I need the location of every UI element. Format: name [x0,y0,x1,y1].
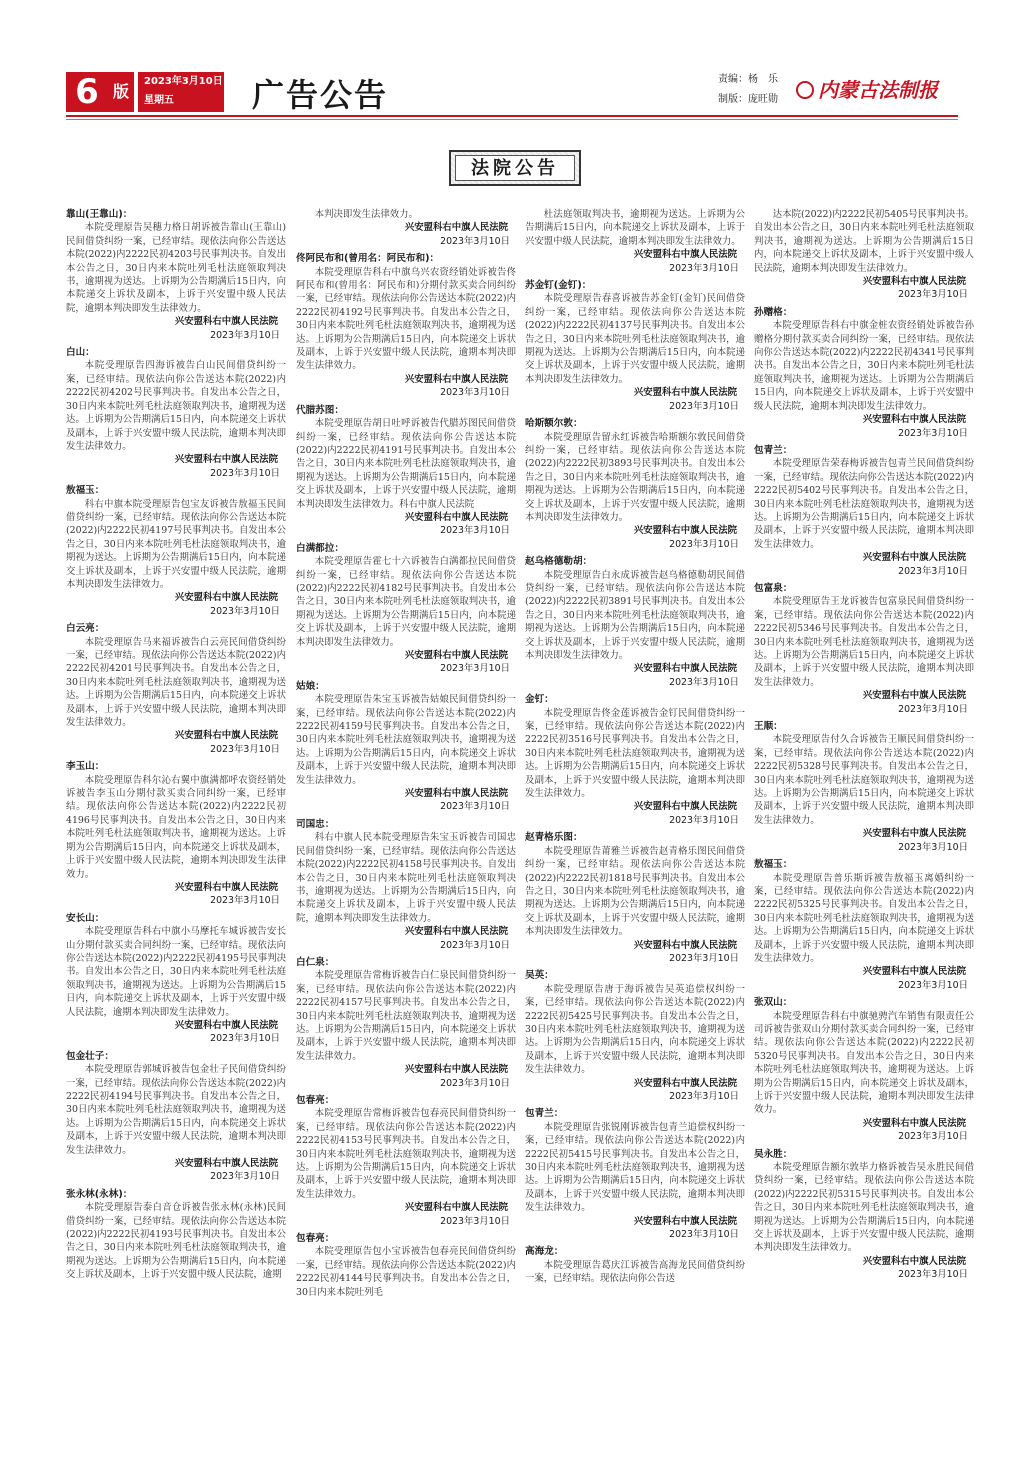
notice-title: 赵乌格德勒胡： [525,556,593,568]
producer-name: 制版：庞旺勋 [718,94,778,105]
section-title: 广告公告 [252,76,389,114]
notice-body: 本院受理原告普乐斯诉被告敖福玉离婚纠纷一案，已经审结。现依法向你公告送达本院(2022)内2222民初5325号民事判决书。自发出本公告之日，30日内来本院吐列毛杜法庭领取判决书，逾期视为送达。上诉期为公告期满后15日内，向本院递交上诉状及副本，上诉于兴安盟中级人民法院，逾期本判决即发生法律效力。 [754,872,974,964]
court-notice [66,208,286,342]
notice-title: 佟阿民布和(曾用名：阿民布和)： [296,253,440,265]
column-3 [525,208,745,1423]
notice-court: 兴安盟科右中旗人民法院 [174,1158,278,1170]
notice-title: 包富泉： [754,582,793,594]
notice-date: 2023年3月10日 [898,1269,968,1281]
notice-body: 本院受理原告朱宝玉诉被告姑娘民间借贷纠纷一案，已经审结。现依法向你公告送达本院(2022)内2222民初4159号民事判决书。自发出本公告之日，30日内来本院吐列毛杜法庭领取判决书，逾期视为送达。上诉期为公告期满后15日内，向本院递交上诉状及副本，上诉于兴安盟中级人民法院，逾期本判决即发生法律效力。 [296,694,516,786]
notice-date: 2023年3月10日 [210,895,280,907]
notice-date: 2023年3月10日 [898,703,968,715]
court-notice [525,555,745,689]
notice-court: 兴安盟科右中旗人民法院 [862,828,966,840]
notice-title: 姑娘： [296,680,325,692]
notice-court: 兴安盟科右中旗人民法院 [633,939,737,951]
court-notice [525,969,745,1103]
notice-court: 兴安盟科右中旗人民法院 [862,1117,966,1129]
notice-title: 敖福玉： [754,859,793,871]
notice-court: 兴安盟科右中旗人民法院 [404,373,508,385]
notice-title: 哈斯额尔敦： [525,418,583,430]
notice-body: 本院受理原告泰白音仓诉被告张永林(永林)民间借贷纠纷一案，已经审结。现依法向你公告送达本院(2022)内2222民初4193号民事判决书。自发出本公告之日，30日内来本院吐列毛杜法庭领取判决书，逾期视为送达。上诉期为公告期满后15日内，向本院递交上诉状及副本，上诉于兴安盟中级人民法院，逾期 [66,1202,286,1281]
court-notice [754,582,974,716]
notice-body: 科右中旗人民本院受理原告朱宝玉诉被告司国忠民间借贷纠纷一案，已经审结。现依法向你公告送达本院(2022)内2222民初4158号民事判决书。自发出本公告之日，30日内来本院吐列毛杜法庭领取判决书，逾期视为送达。上诉期为公告期满后15日内，向本院递交上诉状及副本，上诉于兴安盟中级人民法院，逾期本判决即发生法律效力。 [296,832,516,924]
notice-body: 达本院(2022)内2222民初5405号民事判决书。自发出本公告之日，30日内来本院吐列毛杜法庭领取判决书，逾期视为送达。上诉期为公告期满后15日内，向本院递交上诉状及副本，上诉于兴安盟中级人民法院，逾期本判决即发生法律效力。 [754,209,974,274]
notice-body: 杜法庭领取判决书，逾期视为送达。上诉期为公告期满后15日内，向本院递交上诉状及副本，上诉于兴安盟中级人民法院，逾期本判决即发生法律效力。 [525,209,745,247]
notice-title: 包金壮子： [66,1050,114,1062]
notice-body: 本院受理原告郭城诉被告包金壮子民间借贷纠纷一案，已经审结。现依法向你公告送达本院(2022)内2222民初4194号民事判决书。自发出本公告之日，30日内来本院吐列毛杜法庭领取判决书，逾期视为送达。上诉期为公告期满后15日内，向本院递交上诉状及副本，上诉于兴安盟中级人民法院，逾期本判决即发生法律效力。 [66,1064,286,1156]
notice-court: 兴安盟科右中旗人民法院 [862,552,966,564]
notice-body: 本院受理原告白永成诉被告赵乌格德勒胡民间借贷纠纷一案，已经审结。现依法向你公告送达本院(2022)内2222民初3891号民事判决书。自发出本公告之日，30日内来本院吐列毛杜法庭领取判决书，逾期视为送达。上诉期为公告期满后15日内，向本院递交上诉状及副本，上诉于兴安盟中级人民法院，逾期本判决即发生法律效力。 [525,569,745,661]
notice-body: 本院受理原告吴穗力格日胡诉被告靠山(王靠山)民间借贷纠纷一案，已经审结。现依法向你公告送达本院(2022)内2222民初4203号民事判决书。自发出本公告之日，30日内来本院吐列毛杜法庭领取判决书，逾期视为送达。上诉期为公告期满后15日内，向本院递交上诉状及副本，上诉于兴安盟中级人民法院，逾期本判决即发生法律效力。 [66,222,286,314]
notice-date: 2023年3月10日 [440,1077,510,1089]
notice-body: 本院受理原告马来福诉被告白云亮民间借贷纠纷一案，已经审结。现依法向你公告送达本院(2022)内2222民初4201号民事判决书。自发出本公告之日，30日内来本院吐列毛杜法庭领取判决书，逾期视为送达。上诉期为公告期满后15日内，向本院递交上诉状及副本，上诉于兴安盟中级人民法院，逾期本判决即发生法律效力。 [66,636,286,729]
court-notice [296,956,516,1090]
notice-date: 2023年3月10日 [898,1131,968,1143]
notice-body: 本院受理原告科右中旗金桩农资经销处诉被告孙赠格分期付款买卖合同纠纷一案，已经审结。现依法向你公告送达本院(2022)内2222民初4341号民事判决书。自发出本公告之日，30日内来本院吐列毛杜法庭领取判决书，逾期视为送达。上诉期为公告期满后15日内，向本院递交上诉状及副本，上诉于兴安盟中级人民法院，逾期本判决即发生法律效力。 [754,320,974,412]
notice-court: 兴安盟科右中旗人民法院 [404,511,508,523]
court-notice [296,252,516,399]
notice-court: 兴安盟科右中旗人民法院 [633,1077,737,1089]
notice-court: 兴安盟科右中旗人民法院 [862,414,966,426]
notice-date: 2023年3月10日 [440,1215,510,1227]
notice-court: 兴安盟科右中旗人民法院 [633,801,737,813]
court-notice [296,208,516,248]
column-4 [754,208,974,1423]
notice-date: 2023年3月10日 [669,814,739,826]
notice-title: 包春亮： [296,1095,335,1106]
notice-body: 本院受理原告唐于海诉被告吴英追偿权纠纷一案，已经审结。现依法向你公告送达本院(2022)内2222民初5425号民事判决书。自发出本公告之日，30日内来本院吐列毛杜法庭领取判决书，逾期视为送达。上诉期为公告期满后15日内，向本院递交上诉状及副本，上诉于兴安盟中级人民法院，逾期本判决即发生法律效力。 [525,983,745,1076]
masthead-rule-thin [66,119,958,120]
notice-court: 兴安盟科右中旗人民法院 [404,926,508,938]
issue-date: 2023年3月10日 [144,76,223,87]
notice-body: 本院受理原告张锐刚诉被告包青兰追偿权纠纷一案，已经审结。现依法向你公告送达本院(2022)内2222民初5415号民事判决书。自发出本公告之日，30日内来本院吐列毛杜法庭领取判决书，逾期视为送达。上诉期为公告期满后15日内，向本院递交上诉状及副本，上诉于兴安盟中级人民法院，逾期本判决即发生法律效力。 [525,1121,745,1214]
notice-title: 张双山： [754,997,793,1009]
notice-body: 本院受理原告葛庆江诉被告高海龙民间借贷纠纷一案，已经审结。现依法向你公告送 [525,1259,745,1285]
logo-mark-icon [796,81,814,99]
court-notice [66,1050,286,1184]
notice-title: 白满都拉： [296,542,344,554]
section-banner [449,150,581,186]
newspaper-logo [796,74,938,103]
court-notice [66,622,286,756]
court-notice [296,1232,516,1299]
notice-body: 本院受理原告常梅诉被告包春亮民间借贷纠纷一案，已经审结。现依法向你公告送达本院(2022)内2222民初4153号民事判决书。自发出本公告之日，30日内来本院吐列毛杜法庭领取判决书，逾期视为送达。上诉期为公告期满后15日内，向本院递交上诉状及副本，上诉于兴安盟中级人民法院，逾期本判决即发生法律效力。 [296,1108,516,1200]
court-notice [525,1107,745,1241]
notice-date: 2023年3月10日 [440,387,510,399]
notice-date: 2023年3月10日 [669,676,739,688]
notice-title: 包春亮： [296,1233,335,1245]
court-notice [66,912,286,1046]
editor-name: 责编：杨 乐 [718,74,778,85]
notice-court: 兴安盟科右中旗人民法院 [633,525,737,537]
masthead [66,70,958,114]
notice-court: 兴安盟科右中旗人民法院 [633,1215,737,1227]
notice-date: 2023年3月10日 [440,663,510,675]
court-notice [754,1148,974,1282]
notice-court: 兴安盟科右中旗人民法院 [633,663,737,675]
notice-title: 赵青格乐图： [525,832,583,844]
notice-date: 2023年3月10日 [210,467,280,479]
notice-date: 2023年3月10日 [898,979,968,991]
notice-date: 2023年3月10日 [669,1091,739,1102]
notice-body: 本院受理原告科右中旗小马摩托车城诉被告安长山分期付款买卖合同纠纷一案，已经审结。现依法向你公告送达本院(2022)内2222民初4195号民事判决书。自发出本公告之日，30日内来本院吐列毛杜法庭领取判决书，逾期视为送达。上诉期为公告期满后15日内，向本院递交上诉状及副本，上诉于兴安盟中级人民法院，逾期本判决即发生法律效力。 [66,926,286,1018]
court-notice [66,1188,286,1282]
notice-date: 2023年3月10日 [210,1171,280,1183]
notice-body: 本院受理原告春喜诉被告苏金钉(金钉)民间借贷纠纷一案，已经审结。现依法向你公告送达本院(2022)内2222民初4137号民事判决书。自发出本公告之日，30日内来本院吐列毛杜法庭领取判决书，逾期视为送达。上诉期为公告期满后15日内，向本院递交上诉状及副本，上诉于兴安盟中级人民法院，逾期本判决即发生法律效力。 [525,293,745,385]
court-notice [525,417,745,551]
notice-body: 本院受理原告王龙诉被告包富泉民间借贷纠纷一案，已经审结。现依法向你公告送达本院(2022)内2222民初5346号民事判决书。自发出本公告之日，30日内来本院吐列毛杜法庭领取判决书，逾期视为送达。上诉期为公告期满后15日内，向本院递交上诉状及副本，上诉于兴安盟中级人民法院，逾期本判决即发生法律效力。 [754,596,974,688]
notice-title: 孙赠格： [754,306,793,318]
court-notice [296,818,516,952]
notice-date: 2023年3月10日 [440,939,510,951]
notice-body: 本院受理原告科右中旗驰骋汽车销售有限责任公司诉被告张双山分期付款买卖合同纠纷一案，已经审结。现依法向你公告送达本院(2022)内2222民初5320号民事判决书。自发出本公告之日，30日内来本院吐列毛杜法庭领取判决书，逾期视为送达。上诉期为公告期满后15日内，向本院递交上诉状及副本，上诉于兴安盟中级人民法院，逾期本判决即发生法律效力。 [754,1010,974,1116]
notice-title: 白山： [66,347,95,359]
notice-body: 本院受理原告四海诉被告白山民间借贷纠纷一案，已经审结。现依法向你公告送达本院(2022)内2222民初4202号民事判决书。自发出本公告之日，30日内来本院吐列毛杜法庭领取判决书，逾期视为送达。上诉期为公告期满后15日内，向本院递交上诉状及副本，上诉于兴安盟中级人民法院，逾期本判决即发生法律效力。 [66,360,286,452]
notice-body: 本院受理原告霍七十六诉被告白满都拉民间借贷纠纷一案，已经审结。现依法向你公告送达本院(2022)内2222民初4182号民事判决书。自发出本公告之日，30日内来本院吐列毛杜法庭领取判决书，逾期视为送达。上诉期为公告期满后15日内，向本院递交上诉状及副本，上诉于兴安盟中级人民法院，逾期本判决即发生法律效力。 [296,556,516,648]
court-notice [525,831,745,965]
notice-court: 兴安盟科右中旗人民法院 [174,454,278,466]
notice-court: 兴安盟科右中旗人民法院 [404,788,508,800]
notice-date: 2023年3月10日 [210,1033,280,1045]
court-notice [754,208,974,302]
notice-title: 李玉山： [66,761,105,773]
notice-date: 2023年3月10日 [440,525,510,537]
notice-body: 本院受理原告科右中旗乌兴农资经销处诉被告佟阿民布和(曾用名：阿民布和)分期付款买卖合同纠纷一案，已经审结。现依法向你公告送达本院(2022)内2222民初4192号民事判决书。自发出本公告之日，30日内来本院吐列毛杜法庭领取判决书，逾期视为送达。上诉期为公告期满后15日内，向本院递交上诉状及副本，上诉于兴安盟中级人民法院，逾期本判决即发生法律效力。 [296,266,516,372]
editor-credits [718,70,778,110]
notice-body: 科右中旗本院受理原告包宝友诉被告敖福玉民间借贷纠纷一案，已经审结。现依法向你公告送达本院(2022)内2222民初4197号民事判决书。自发出本公告之日，30日内来本院吐列毛杜法庭领取判决书，逾期视为送达。上诉期为公告期满后15日内，向本院递交上诉状及副本，上诉于兴安盟中级人民法院，逾期本判决即发生法律效力。 [66,498,286,590]
notice-title: 张永林(永林)： [66,1188,133,1200]
notice-date: 2023年3月10日 [898,427,968,439]
notice-date: 2023年3月10日 [210,743,280,755]
notice-date: 2023年3月10日 [210,605,280,617]
notice-court: 兴安盟科右中旗人民法院 [174,1019,278,1031]
court-notice [525,208,745,275]
notice-court: 兴安盟科右中旗人民法院 [174,730,278,742]
notice-title: 白仁泉： [296,956,335,968]
court-notice [754,858,974,992]
masthead-rule [66,115,958,117]
notice-title: 吴永胜： [754,1148,793,1160]
notice-title: 金钉： [525,694,554,706]
notice-title: 安长山： [66,912,105,924]
issue-date-box [138,72,224,112]
notice-body: 本院受理原告荣春梅诉被告包青兰民间借贷纠纷一案，已经审结。现依法向你公告送达本院(2022)内2222民初5402号民事判决书。自发出本公告之日，30日内来本院吐列毛杜法庭领取判决书，逾期视为送达。上诉期为公告期满后15日内，向本院递交上诉状及副本，上诉于兴安盟中级人民法院，逾期本判决即发生法律效力。 [754,458,974,550]
notice-title: 司国忠： [296,818,335,830]
notice-body: 本院受理原告额尔敦毕力格诉被告吴永胜民间借贷纠纷一案，已经审结。现依法向你公告送达本院(2022)内2222民初5315号民事判决书。自发出本公告之日，30日内来本院吐列毛杜法庭领取判决书，逾期视为送达。上诉期为公告期满后15日内，向本院递交上诉状及副本，上诉于兴安盟中级人民法院，逾期本判决即发生法律效力。 [754,1162,974,1254]
notice-court: 兴安盟科右中旗人民法院 [404,1064,508,1076]
notice-date: 2023年3月10日 [210,329,280,341]
notice-court: 兴安盟科右中旗人民法院 [404,650,508,661]
notice-title: 王顺： [754,721,783,733]
notice-court: 兴安盟科右中旗人民法院 [404,1202,508,1214]
notice-court: 兴安盟科右中旗人民法院 [174,316,278,328]
notice-date: 2023年3月10日 [669,538,739,550]
column-1 [66,208,286,1423]
notice-court: 兴安盟科右中旗人民法院 [862,966,966,978]
notice-date: 2023年3月10日 [669,262,739,274]
banner-title: 法院公告 [455,155,575,181]
notice-date: 2023年3月10日 [669,400,739,412]
court-notice [754,306,974,440]
notice-court: 兴安盟科右中旗人民法院 [174,881,278,893]
notice-title: 吴英： [525,970,554,982]
court-notice [754,720,974,854]
notice-date: 2023年3月10日 [440,235,510,247]
court-notice [525,693,745,827]
notice-court: 兴安盟科右中旗人民法院 [633,387,737,399]
court-notice [754,444,974,578]
notice-title: 代腊苏图： [296,404,344,416]
court-notice [66,484,286,618]
notice-date: 2023年3月10日 [440,801,510,813]
notice-court: 兴安盟科右中旗人民法院 [174,592,278,604]
notice-date: 2023年3月10日 [669,1229,739,1241]
notice-title: 苏金钉(金钉)： [525,280,592,292]
court-notice [754,996,974,1143]
court-notice [296,404,516,538]
notice-body: 本判决即发生法律效力。 [314,209,418,220]
court-notice [525,1245,745,1285]
court-notice [296,542,516,676]
notice-title: 白云亮： [66,623,105,635]
page-suffix: 版 [108,72,134,112]
notice-court: 兴安盟科右中旗人民法院 [862,690,966,702]
court-notice [296,680,516,814]
issue-weekday: 星期五 [144,95,174,106]
notice-title: 包青兰： [754,444,793,456]
notice-date: 2023年3月10日 [898,565,968,577]
notice-date: 2023年3月10日 [898,289,968,301]
notice-court: 兴安盟科右中旗人民法院 [862,1255,966,1267]
notice-court: 兴安盟科右中旗人民法院 [862,276,966,288]
notice-date: 2023年3月10日 [669,952,739,964]
notice-title: 高海龙： [525,1246,564,1258]
notice-court: 兴安盟科右中旗人民法院 [633,249,737,261]
notice-date: 2023年3月10日 [898,841,968,853]
notice-title: 靠山(王靠山)： [66,209,133,220]
notice-body: 本院受理原告包小宝诉被告包春亮民间借贷纠纷一案，已经审结。现依法向你公告送达本院(2022)内2222民初4144号民事判决书。自发出本公告之日，30日内来本院吐列毛 [296,1246,516,1298]
column-2 [296,208,516,1423]
page-number: 6 [66,72,108,112]
notice-title: 敖福玉： [66,485,105,497]
newspaper-name: 内蒙古法制报 [818,78,938,102]
notice-body: 本院受理原告付久合诉被告王顺民间借贷纠纷一案，已经审结。现依法向你公告送达本院(2022)内2222民初5328号民事判决书。自发出本公告之日，30日内来本院吐列毛杜法庭领取判决书，逾期视为送达。上诉期为公告期满后15日内，向本院递交上诉状及副本，上诉于兴安盟中级人民法院，逾期本判决即发生法律效力。 [754,734,974,826]
notice-body: 本院受理原告佟金莲诉被告金钉民间借贷纠纷一案，已经审结。现依法向你公告送达本院(2022)内2222民初3516号民事判决书。自发出本公告之日，30日内来本院吐列毛杜法庭领取判决书，逾期视为送达。上诉期为公告期满后15日内，向本院递交上诉状及副本，上诉于兴安盟中级人民法院，逾期本判决即发生法律效力。 [525,707,745,800]
notice-body: 本院受理原告胡日吐呼诉被告代腊苏图民间借贷纠纷一案，已经审结。现依法向你公告送达本院(2022)内2222民初4191号民事判决书。自发出本公告之日，30日内来本院吐列毛杜法庭领取判决书，逾期视为送达。上诉期为公告期满后15日内，向本院递交上诉状及副本，上诉于兴安盟中级人民法院，逾期本判决即发生法律效力。科右中旗人民法院 [296,418,516,510]
notice-body: 本院受理原告留永红诉被告哈斯额尔敦民间借贷纠纷一案，已经审结。现依法向你公告送达本院(2022)内2222民初3893号民事判决书。自发出本公告之日，30日内来本院吐列毛杜法庭领取判决书，逾期视为送达。上诉期为公告期满后15日内，向本院递交上诉状及副本，上诉于兴安盟中级人民法院，逾期本判决即发生法律效力。 [525,431,745,523]
notice-body: 本院受理原告莆雅兰诉被告赵青格乐图民间借贷纠纷一案，已经审结。现依法向你公告送达本院(2022)内2222民初1818号民事判决书。自发出本公告之日，30日内来本院吐列毛杜法庭领取判决书，逾期视为送达。上诉期为公告期满后15日内，向本院递交上诉状及副本，上诉于兴安盟中级人民法院，逾期本判决即发生法律效力。 [525,845,745,938]
notice-body: 本院受理原告科尔沁右翼中旗满都呼农资经销处诉被告李玉山分期付款买卖合同纠纷一案，已经审结。现依法向你公告送达本院(2022)内2222民初4196号民事判决书。自发出本公告之日，30日内来本院吐列毛杜法庭领取判决书，逾期视为送达。上诉期为公告期满后15日内，向本院递交上诉状及副本，上诉于兴安盟中级人民法院，逾期本判决即发生法律效力。 [66,774,286,880]
court-notice [66,346,286,480]
court-notice [296,1094,516,1228]
notice-court: 兴安盟科右中旗人民法院 [404,222,508,234]
court-notice [525,279,745,413]
notice-title: 包青兰： [525,1108,564,1120]
notice-body: 本院受理原告常梅诉被告白仁泉民间借贷纠纷一案，已经审结。现依法向你公告送达本院(2022)内2222民初4157号民事判决书。自发出本公告之日，30日内来本院吐列毛杜法庭领取判决书，逾期视为送达。上诉期为公告期满后15日内，向本院递交上诉状及副本，上诉于兴安盟中级人民法院，逾期本判决即发生法律效力。 [296,970,516,1062]
court-notice [66,760,286,907]
